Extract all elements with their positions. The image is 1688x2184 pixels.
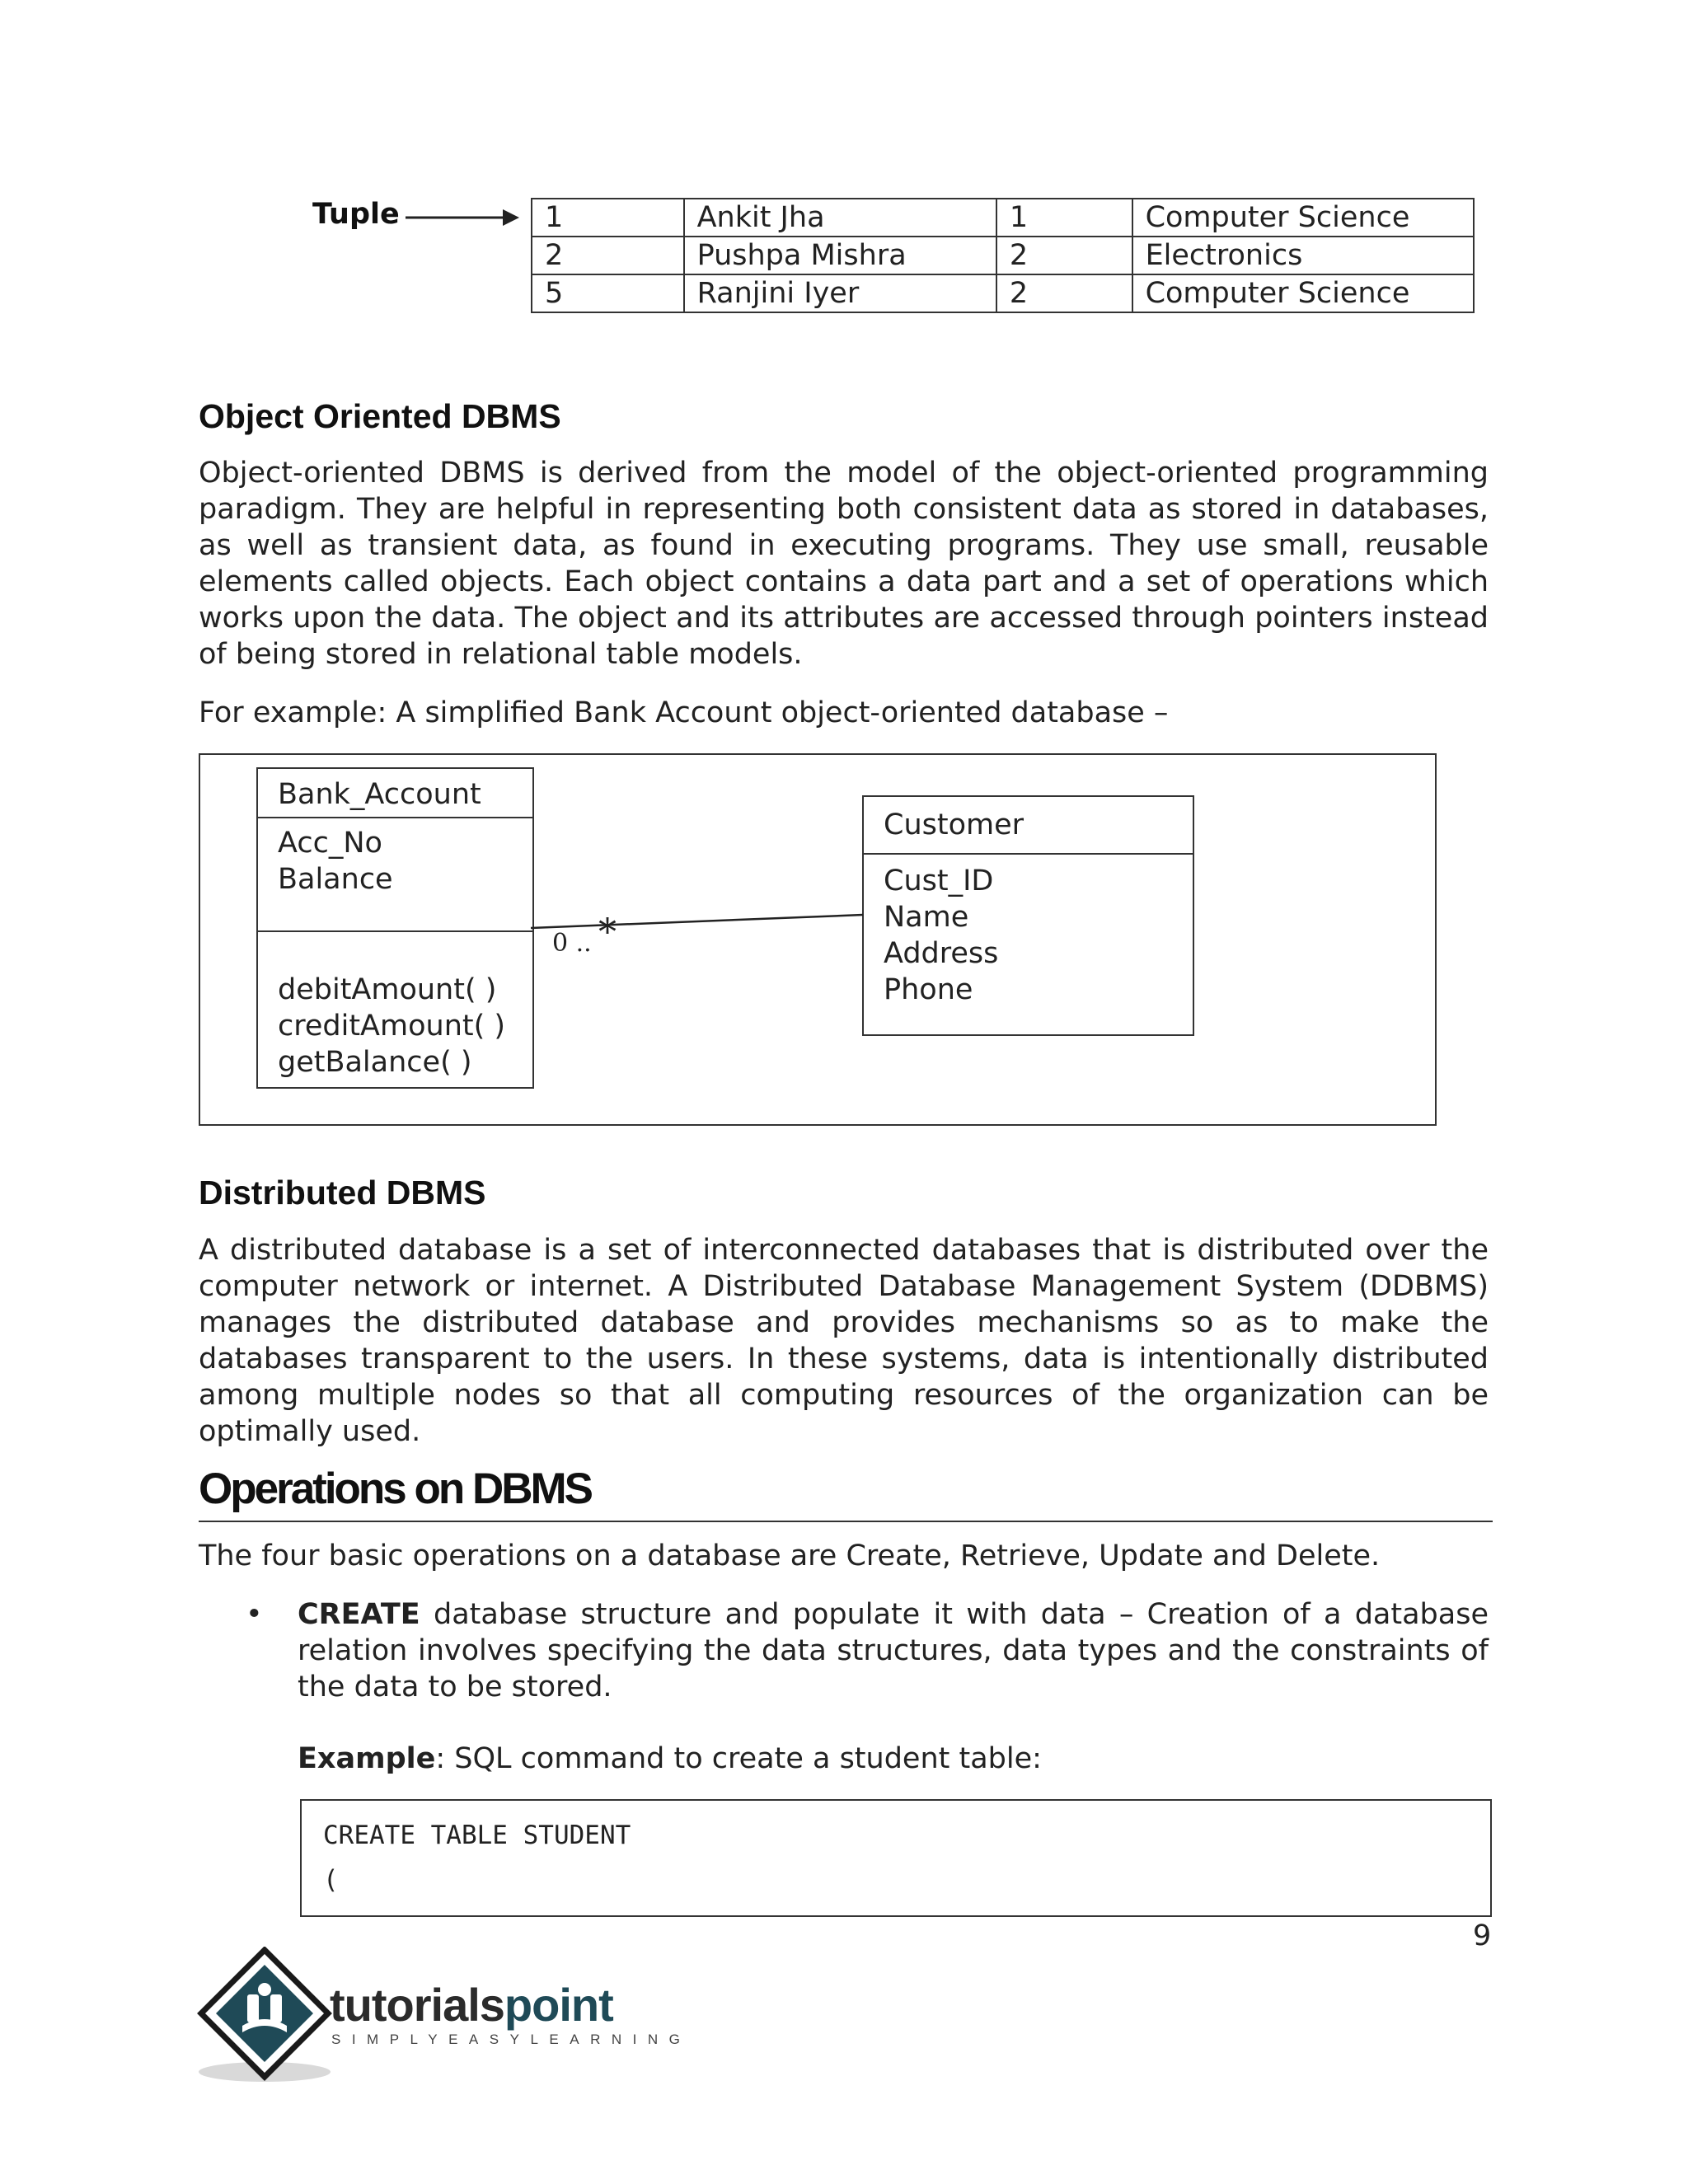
logo-wordmark (330, 1978, 613, 2032)
table-row (532, 199, 1474, 237)
uml-attribute: Phone (884, 973, 973, 1006)
table-cell: Ankit Jha (684, 199, 996, 237)
create-bullet-text (298, 1596, 1489, 1705)
uml-method: debitAmount( ) (278, 973, 497, 1006)
uml-class-name: Customer (864, 797, 1193, 855)
table-cell: Computer Science (1132, 274, 1474, 312)
uml-attribute: Address (884, 937, 999, 970)
tuple-label: Tuple (312, 198, 400, 231)
bullet-icon: • (246, 1598, 263, 1631)
example-label: Example (298, 1742, 436, 1775)
section-heading-ddbms: Distributed DBMS (199, 1174, 486, 1212)
oodbms-example-text: For example: A simplified Bank Account object-oriented database – (199, 696, 1169, 729)
table-cell: 1 (996, 199, 1132, 237)
uml-method: creditAmount( ) (278, 1010, 506, 1043)
example-text: : SQL command to create a student table: (435, 1742, 1042, 1775)
uml-class-name: Bank_Account (258, 769, 532, 818)
table-cell: Computer Science (1132, 199, 1474, 237)
uml-attribute: Acc_No (278, 827, 382, 860)
table-cell: Electronics (1132, 237, 1474, 274)
table-cell: Pushpa Mishra (684, 237, 996, 274)
code-line: CREATE TABLE STUDENT (323, 1821, 631, 1850)
tuple-table (531, 198, 1475, 313)
oodbms-paragraph: Object-oriented DBMS is derived from the model of the object-oriented programming paradigm. They are helpful in representing both consistent data as stored in databases, as well as transient data, as found in executing programs. They use small, reusable elements called objects. Each object contains a data part and a set of operations which works upon the data. The object and its attributes are accessed through pointers instead of being stored in relational table models. (199, 457, 1489, 671)
page-number: 9 (1473, 1919, 1492, 1952)
code-block (300, 1799, 1492, 1917)
uml-class-customer (862, 795, 1194, 1036)
uml-attributes (258, 825, 532, 932)
uml-class-bank-account (256, 767, 534, 1089)
ddbms-paragraph: A distributed database is a set of interconnected databases that is distributed over the computer network or internet. A Distributed Database Management System (DDBMS) manages the distributed database and provides mechanisms so as to make the databases transparent to the users. In these systems, data is intentionally distributed among multiple nodes so that all computing resources of the organization can be optimally used. (199, 1234, 1489, 1448)
table-cell: 2 (532, 237, 684, 274)
table-cell: 2 (996, 237, 1132, 274)
section-heading-oodbms: Object Oriented DBMS (199, 397, 561, 435)
uml-method: getBalance( ) (278, 1046, 472, 1079)
tuple-arrow (404, 206, 523, 231)
chapter-heading-operations: Operations on DBMS (199, 1465, 592, 1513)
uml-attribute: Name (884, 901, 969, 934)
uml-attribute: Balance (278, 863, 393, 896)
table-cell: 5 (532, 274, 684, 312)
table-cell: Ranjini Iyer (684, 274, 996, 312)
uml-attributes (864, 863, 1193, 1008)
create-keyword: CREATE (298, 1598, 420, 1631)
tutorialspoint-logo-icon (196, 1947, 336, 2087)
code-line: ( (323, 1865, 339, 1895)
operations-intro: The four basic operations on a database are Create, Retrieve, Update and Delete. (199, 1540, 1381, 1572)
heading-rule (199, 1521, 1493, 1522)
example-line (298, 1741, 1042, 1777)
uml-association-line (528, 907, 865, 931)
logo-tagline: SIMPLYEASYLEARNING (331, 2032, 692, 2047)
uml-multiplicity-high: * (598, 912, 617, 954)
uml-methods (258, 972, 532, 1080)
uml-attribute: Cust_ID (884, 865, 994, 898)
uml-multiplicity-low: 0 .. (552, 929, 592, 958)
logo-word-point: point (504, 1979, 613, 2031)
table-row (532, 237, 1474, 274)
table-row (532, 274, 1474, 312)
table-cell: 2 (996, 274, 1132, 312)
logo-word-tutorials: tutorials (330, 1979, 504, 2031)
table-cell: 1 (532, 199, 684, 237)
create-description: database structure and populate it with data – Creation of a database relation involves specifying the data structures, data types and the constraints of the data to be stored. (298, 1598, 1489, 1704)
